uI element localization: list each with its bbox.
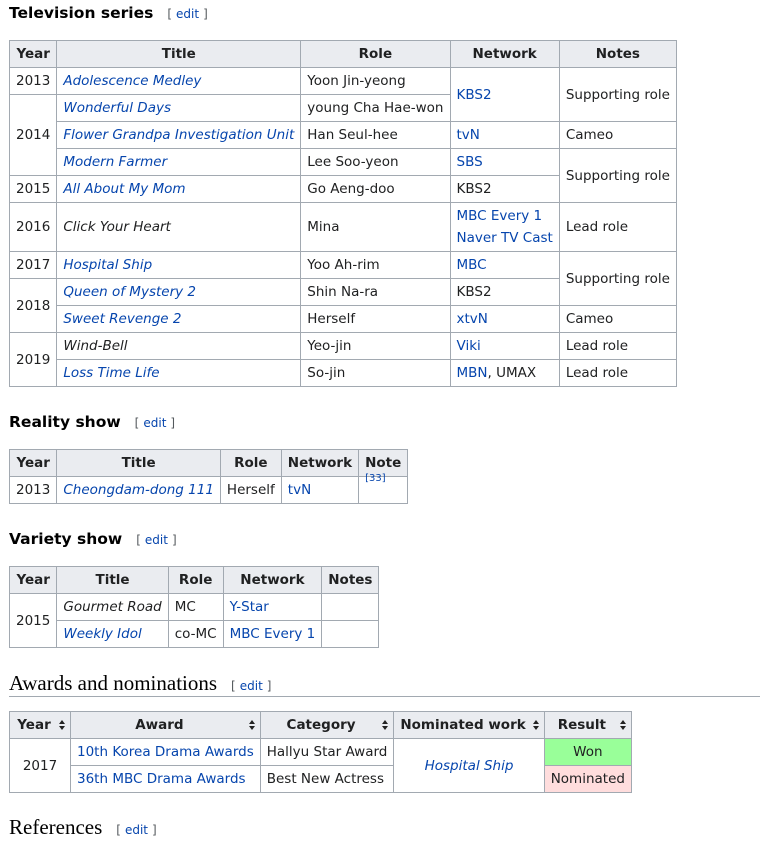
reality-network-link[interactable]: tvN xyxy=(287,482,312,498)
tv-notes: Lead role xyxy=(559,203,676,252)
variety-title: Gourmet Road xyxy=(57,594,168,621)
tv-role: So-jin xyxy=(301,360,450,387)
reality-note-citation[interactable]: [33] xyxy=(365,473,386,484)
awards-heading-text: Awards and nominations xyxy=(9,671,218,695)
reality-heading xyxy=(9,412,175,433)
awards-result-won: Won xyxy=(544,739,631,766)
awards-edit-link[interactable]: edit xyxy=(239,679,263,693)
awards-award-link[interactable]: 36th MBC Drama Awards xyxy=(77,771,246,787)
awards-col-result-sort[interactable]: Result xyxy=(544,712,631,739)
table-row xyxy=(10,333,677,360)
tv-title-link[interactable]: Hospital Ship xyxy=(63,257,153,273)
tv-year: 2013 xyxy=(10,68,57,95)
tv-notes: Cameo xyxy=(559,122,676,149)
tv-network-link[interactable]: MBC Every 1 xyxy=(456,208,543,224)
variety-role: co-MC xyxy=(168,621,223,648)
tv-network-link[interactable]: MBN xyxy=(456,365,488,381)
tv-year: 2014 xyxy=(10,95,57,176)
tv-title: Click Your Heart xyxy=(57,203,301,252)
tv-col-role: Role xyxy=(301,41,450,68)
tv-role: Yoo Ah-rim xyxy=(301,252,450,279)
awards-heading xyxy=(9,670,271,699)
tv-notes: Supporting role xyxy=(559,149,676,203)
awards-work-link[interactable]: Hospital Ship xyxy=(424,757,514,774)
variety-heading xyxy=(9,529,177,550)
variety-col-network: Network xyxy=(223,567,322,594)
tv-role: young Cha Hae-won xyxy=(301,95,450,122)
reality-header-row xyxy=(10,450,408,477)
tv-network: KBS2 xyxy=(450,176,559,203)
tv-title-link[interactable]: Wonderful Days xyxy=(63,100,171,116)
table-row xyxy=(10,621,379,648)
awards-col-year-sort[interactable]: Year xyxy=(10,712,71,739)
variety-col-year: Year xyxy=(10,567,57,594)
reality-col-role: Role xyxy=(220,450,281,477)
reality-role: Herself xyxy=(220,477,281,504)
tv-col-year: Year xyxy=(10,41,57,68)
variety-edit-link[interactable]: edit xyxy=(144,533,168,547)
tv-network: KBS2 xyxy=(450,279,559,306)
variety-year: 2015 xyxy=(10,594,57,648)
variety-edit: [ edit ] xyxy=(136,533,177,547)
references-heading-text: References xyxy=(9,815,103,839)
tv-network-link[interactable]: KBS2 xyxy=(456,86,492,103)
tv-col-network: Network xyxy=(450,41,559,68)
table-row xyxy=(10,252,677,279)
reality-col-title: Title xyxy=(57,450,221,477)
reality-col-note: Note xyxy=(359,450,408,477)
awards-edit: [ edit ] xyxy=(231,679,272,693)
tv-notes: Supporting role xyxy=(559,252,676,306)
awards-col-category-sort[interactable]: Category xyxy=(260,712,394,739)
references-heading xyxy=(9,814,157,843)
tv-title-link[interactable]: Modern Farmer xyxy=(63,154,168,170)
variety-table xyxy=(9,566,379,648)
tv-network-link[interactable]: Viki xyxy=(456,338,481,354)
variety-network-link[interactable]: Y-Star xyxy=(229,599,269,615)
tv-network-link[interactable]: Naver TV Cast xyxy=(456,230,553,246)
tv-role: Go Aeng-doo xyxy=(301,176,450,203)
variety-col-notes: Notes xyxy=(322,567,379,594)
tv-year: 2018 xyxy=(10,279,57,333)
tv-network-link[interactable]: SBS xyxy=(456,154,483,170)
tv-heading xyxy=(9,3,208,24)
variety-notes xyxy=(322,594,379,621)
tv-notes: Lead role xyxy=(559,360,676,387)
awards-header-row xyxy=(10,712,632,739)
tv-edit-link[interactable]: edit xyxy=(176,7,200,21)
table-row xyxy=(10,68,677,95)
table-row xyxy=(10,594,379,621)
tv-role: Mina xyxy=(301,203,450,252)
variety-col-title: Title xyxy=(57,567,168,594)
tv-header-row xyxy=(10,41,677,68)
tv-year: 2016 xyxy=(10,203,57,252)
tv-edit: [ edit ] xyxy=(167,7,208,21)
variety-heading-text: Variety show xyxy=(9,530,123,548)
table-row xyxy=(10,360,677,387)
tv-role: Yoon Jin-yeong xyxy=(301,68,450,95)
tv-role: Herself xyxy=(301,306,450,333)
tv-title: Wind-Bell xyxy=(57,333,301,360)
tv-title-link[interactable]: Sweet Revenge 2 xyxy=(63,311,182,327)
variety-network-link[interactable]: MBC Every 1 xyxy=(229,626,316,642)
variety-col-role: Role xyxy=(168,567,223,594)
reality-title-link[interactable]: Cheongdam-dong 111 xyxy=(63,482,214,498)
reality-heading-text: Reality show xyxy=(9,413,121,431)
tv-role: Yeo-jin xyxy=(301,333,450,360)
tv-year: 2015 xyxy=(10,176,57,203)
table-row xyxy=(10,149,677,176)
tv-role: Han Seul-hee xyxy=(301,122,450,149)
reality-table xyxy=(9,449,408,504)
tv-col-notes: Notes xyxy=(559,41,676,68)
tv-year: 2017 xyxy=(10,252,57,279)
tv-network-link[interactable]: xtvN xyxy=(456,311,488,327)
table-row xyxy=(10,203,677,252)
variety-header-row xyxy=(10,567,379,594)
tv-role: Shin Na-ra xyxy=(301,279,450,306)
references-edit: [ edit ] xyxy=(116,823,157,837)
tv-network-link[interactable]: tvN xyxy=(456,127,480,143)
table-row xyxy=(10,306,677,333)
awards-col-work-sort[interactable]: Nominated work xyxy=(394,712,544,739)
awards-award-link[interactable]: 10th Korea Drama Awards xyxy=(77,744,254,760)
variety-role: MC xyxy=(168,594,223,621)
reality-edit: [ edit ] xyxy=(134,416,176,430)
tv-notes: Supporting role xyxy=(559,68,676,122)
tv-col-title: Title xyxy=(57,41,301,68)
table-row xyxy=(10,122,677,149)
tv-title-link[interactable]: Adolescence Medley xyxy=(63,73,202,89)
table-row xyxy=(10,477,408,504)
awards-heading-divider xyxy=(9,696,760,697)
tv-title-link[interactable]: Queen of Mystery 2 xyxy=(63,284,196,300)
tv-network-extra: , UMAX xyxy=(487,365,537,381)
references-edit-link[interactable]: edit xyxy=(124,823,149,837)
awards-result-nominated: Nominated xyxy=(544,766,631,793)
table-row xyxy=(10,739,632,766)
awards-table xyxy=(9,711,632,793)
variety-notes xyxy=(322,621,379,648)
tv-notes: Lead role xyxy=(559,333,676,360)
reality-col-network: Network xyxy=(281,450,358,477)
tv-title-link[interactable]: Loss Time Life xyxy=(63,365,160,381)
tv-title-link[interactable]: Flower Grandpa Investigation Unit xyxy=(63,127,295,143)
reality-edit-link[interactable]: edit xyxy=(143,416,167,430)
tv-network-link[interactable]: MBC xyxy=(456,257,487,273)
tv-role: Lee Soo-yeon xyxy=(301,149,450,176)
awards-category: Hallyu Star Award xyxy=(260,739,394,766)
tv-notes: Cameo xyxy=(559,306,676,333)
awards-year: 2017 xyxy=(10,739,71,793)
tv-heading-text: Television series xyxy=(9,4,154,22)
awards-col-award-sort[interactable]: Award xyxy=(71,712,261,739)
variety-title-link[interactable]: Weekly Idol xyxy=(63,626,142,642)
tv-title-link[interactable]: All About My Mom xyxy=(63,181,186,197)
reality-col-year: Year xyxy=(10,450,57,477)
reality-year: 2013 xyxy=(10,477,57,504)
awards-category: Best New Actress xyxy=(260,766,394,793)
tv-year: 2019 xyxy=(10,333,57,387)
tv-table xyxy=(9,40,677,387)
